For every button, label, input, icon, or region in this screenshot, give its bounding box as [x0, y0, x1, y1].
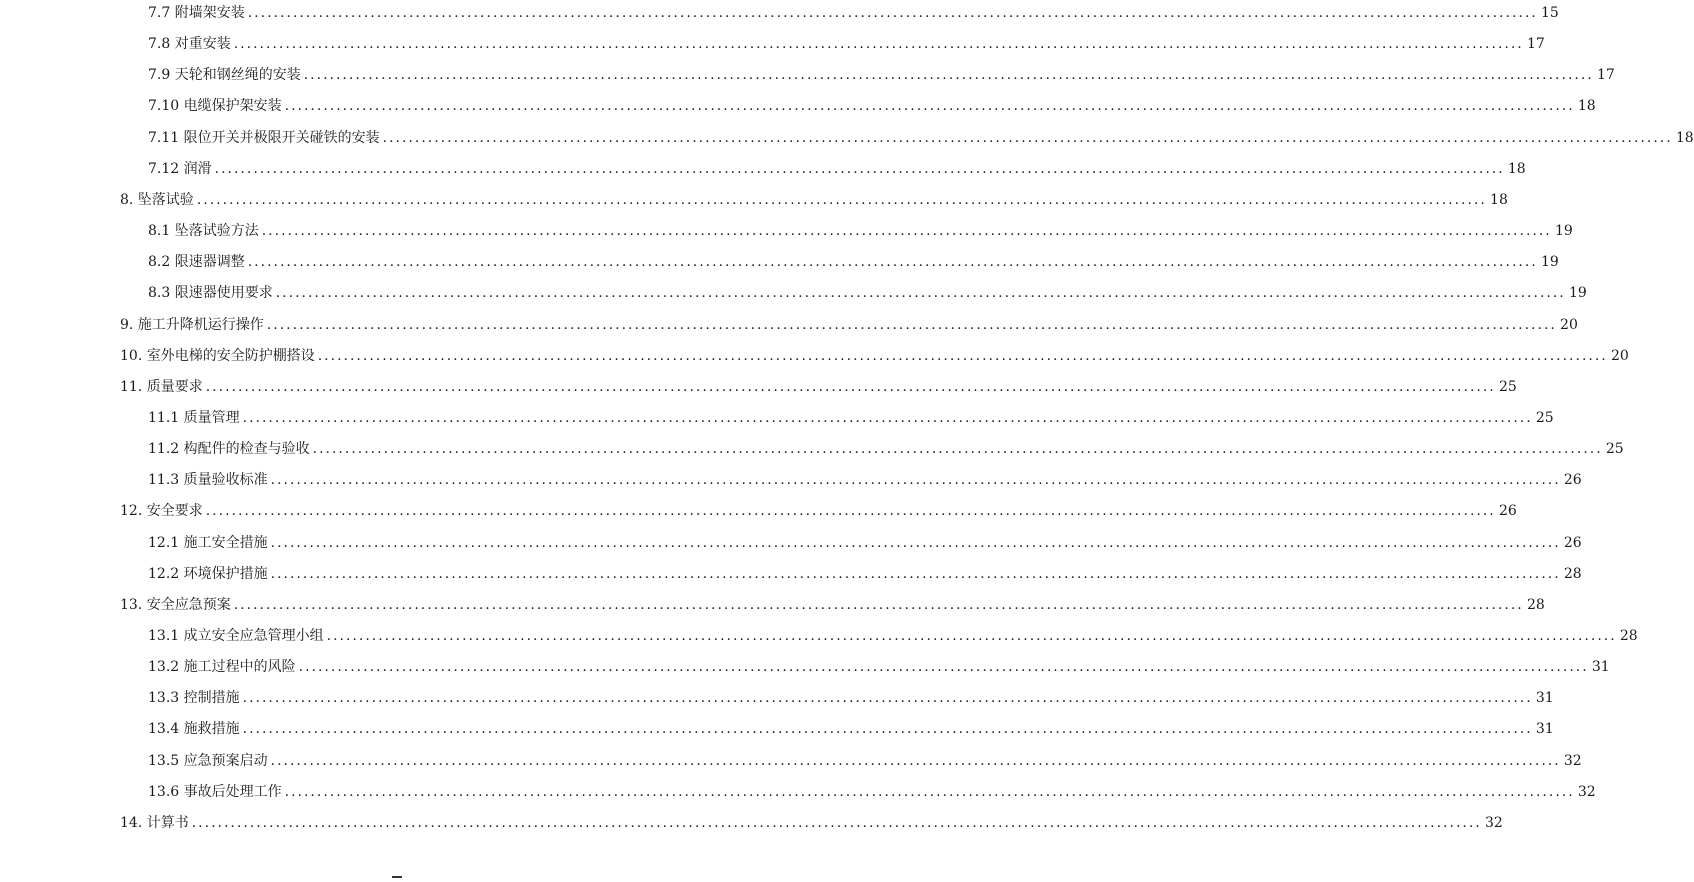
toc-dot-leader: ........................................................................................................................................................................................................ [270, 534, 1561, 551]
toc-entry-label: 13.4 施救措施 [148, 721, 240, 738]
toc-page-number: 17 [1526, 36, 1545, 53]
toc-dot-leader: ........................................................................................................................................................................................................ [298, 659, 1589, 676]
toc-page-number: 17 [1596, 67, 1615, 84]
toc-page-number: 20 [1610, 347, 1629, 364]
toc-page-number: 19 [1554, 223, 1573, 240]
toc-dot-leader: ........................................................................................................................................................................................................ [303, 67, 1594, 84]
toc-page-number: 32 [1484, 814, 1503, 831]
toc-entry-label: 11. 质量要求 [120, 378, 203, 395]
toc-entry[interactable] [148, 65, 1615, 85]
toc-entry-label: 14. 计算书 [120, 814, 189, 831]
toc-page-number: 25 [1498, 378, 1517, 395]
toc-dot-leader: ........................................................................................................................................................................................................ [326, 628, 1617, 644]
toc-dot-leader: ........................................................................................................................................................................................................ [284, 98, 1575, 115]
toc-entry[interactable] [120, 315, 1578, 335]
toc-entry-label: 13.3 控制措施 [148, 690, 240, 707]
toc-entry[interactable] [148, 782, 1596, 802]
toc-entry[interactable] [148, 128, 1694, 148]
toc-entry-label: 12. 安全要求 [120, 503, 203, 520]
toc-dot-leader: ........................................................................................................................................................................................................ [242, 409, 1533, 426]
toc-entry[interactable] [148, 657, 1610, 677]
toc-entry-label: 7.8 对重安装 [148, 36, 231, 53]
toc-entry[interactable] [120, 346, 1629, 366]
toc-entry[interactable] [148, 34, 1545, 54]
toc-entry-label: 7.9 天轮和钢丝绳的安装 [148, 67, 301, 84]
toc-entry[interactable] [148, 3, 1559, 23]
toc-dot-leader: ........................................................................................................................................................................................................ [242, 721, 1533, 738]
toc-page-number: 25 [1535, 409, 1554, 426]
toc-entry-label: 8.3 限速器使用要求 [148, 285, 273, 302]
toc-dot-leader: ........................................................................................................................................................................................................ [196, 191, 1487, 208]
toc-dot-leader: ........................................................................................................................................................................................................ [284, 783, 1575, 800]
toc-dot-leader: ........................................................................................................................................................................................................ [205, 503, 1496, 520]
toc-page-number: 28 [1526, 596, 1545, 613]
toc-page-number: 20 [1560, 316, 1578, 333]
toc-entry[interactable] [120, 190, 1508, 210]
toc-page-number: 31 [1535, 690, 1554, 707]
toc-dot-leader: ........................................................................................................................................................................................................ [270, 565, 1561, 582]
toc-dot-leader: ........................................................................................................................................................................................................ [247, 5, 1538, 21]
toc-entry[interactable] [148, 751, 1582, 771]
toc-page-number: 31 [1535, 721, 1554, 738]
toc-page-number: 18 [1507, 160, 1526, 177]
toc-entry-label: 7.10 电缆保护架安装 [148, 98, 282, 115]
page-footer-mark [392, 876, 402, 878]
toc-entry-label: 9. 施工升降机运行操作 [120, 316, 264, 333]
toc-entry-label: 8.1 坠落试验方法 [148, 223, 259, 240]
toc-entry-label: 7.12 润滑 [148, 160, 212, 177]
toc-page-number: 26 [1498, 503, 1517, 520]
toc-page-number: 26 [1563, 472, 1582, 489]
toc-entry[interactable] [120, 377, 1517, 397]
toc-page-number: 15 [1540, 5, 1559, 21]
toc-entry[interactable] [148, 283, 1587, 303]
toc-dot-leader: ........................................................................................................................................................................................................ [247, 254, 1538, 271]
toc-entry-label: 13.2 施工过程中的风险 [148, 659, 296, 676]
toc-entry[interactable] [148, 408, 1554, 428]
toc-entry[interactable] [148, 626, 1638, 646]
toc-dot-leader: ........................................................................................................................................................................................................ [275, 285, 1566, 302]
toc-entry-label: 13.1 成立安全应急管理小组 [148, 628, 324, 644]
toc-entry[interactable] [120, 501, 1517, 521]
toc-entry-label: 13.5 应急预案启动 [148, 752, 268, 769]
toc-dot-leader: ........................................................................................................................................................................................................ [382, 129, 1673, 146]
toc-entry[interactable] [148, 439, 1624, 459]
toc-entry[interactable] [148, 470, 1582, 490]
toc-page-number: 32 [1577, 783, 1596, 800]
toc-page-number: 31 [1591, 659, 1610, 676]
toc-entry[interactable] [120, 813, 1503, 833]
toc-page-number: 32 [1563, 752, 1582, 769]
toc-entry-label: 11.3 质量验收标准 [148, 472, 268, 489]
toc-dot-leader: ........................................................................................................................................................................................................ [191, 814, 1482, 831]
toc-entry-label: 13.6 事故后处理工作 [148, 783, 282, 800]
toc-entry-label: 11.2 构配件的检查与验收 [148, 441, 310, 458]
toc-dot-leader: ........................................................................................................................................................................................................ [312, 441, 1603, 458]
toc-entry[interactable] [148, 564, 1582, 584]
toc-entry[interactable] [148, 688, 1554, 708]
toc-dot-leader: ........................................................................................................................................................................................................ [261, 223, 1552, 240]
toc-entry-label: 12.1 施工安全措施 [148, 534, 268, 551]
toc-page-number: 18 [1490, 191, 1508, 208]
toc-dot-leader: ........................................................................................................................................................................................................ [242, 690, 1533, 707]
toc-page-number: 26 [1563, 534, 1582, 551]
toc-entry-label: 13. 安全应急预案 [120, 596, 231, 613]
toc-page-number: 19 [1540, 254, 1559, 271]
toc-dot-leader: ........................................................................................................................................................................................................ [317, 347, 1608, 364]
toc-entry-label: 10. 室外电梯的安全防护棚搭设 [120, 347, 315, 364]
toc-page-number: 25 [1605, 441, 1624, 458]
toc-page-number: 18 [1577, 98, 1596, 115]
toc-dot-leader: ........................................................................................................................................................................................................ [233, 36, 1524, 53]
toc-entry-label: 7.7 附墙架安装 [148, 5, 245, 21]
toc-page-number: 18 [1675, 129, 1694, 146]
toc-dot-leader: ........................................................................................................................................................................................................ [205, 378, 1496, 395]
toc-page-number: 28 [1619, 628, 1638, 644]
toc-entry[interactable] [148, 252, 1559, 272]
toc-entry-label: 8.2 限速器调整 [148, 254, 245, 271]
toc-entry[interactable] [148, 533, 1582, 553]
toc-entry-label: 8. 坠落试验 [120, 191, 194, 208]
toc-entry[interactable] [148, 719, 1554, 739]
toc-entry-label: 7.11 限位开关并极限开关碰铁的安装 [148, 129, 380, 146]
toc-dot-leader: ........................................................................................................................................................................................................ [266, 316, 1557, 333]
toc-entry[interactable] [120, 595, 1545, 615]
toc-page-number: 28 [1563, 565, 1582, 582]
toc-entry[interactable] [148, 221, 1573, 241]
toc-entry-label: 11.1 质量管理 [148, 409, 240, 426]
toc-dot-leader: ........................................................................................................................................................................................................ [214, 160, 1505, 177]
toc-dot-leader: ........................................................................................................................................................................................................ [270, 752, 1561, 769]
toc-dot-leader: ........................................................................................................................................................................................................ [233, 596, 1524, 613]
toc-entry[interactable] [148, 96, 1596, 116]
toc-dot-leader: ........................................................................................................................................................................................................ [270, 472, 1561, 489]
toc-entry-label: 12.2 环境保护措施 [148, 565, 268, 582]
toc-entry[interactable] [148, 159, 1526, 179]
toc-page-number: 19 [1568, 285, 1587, 302]
